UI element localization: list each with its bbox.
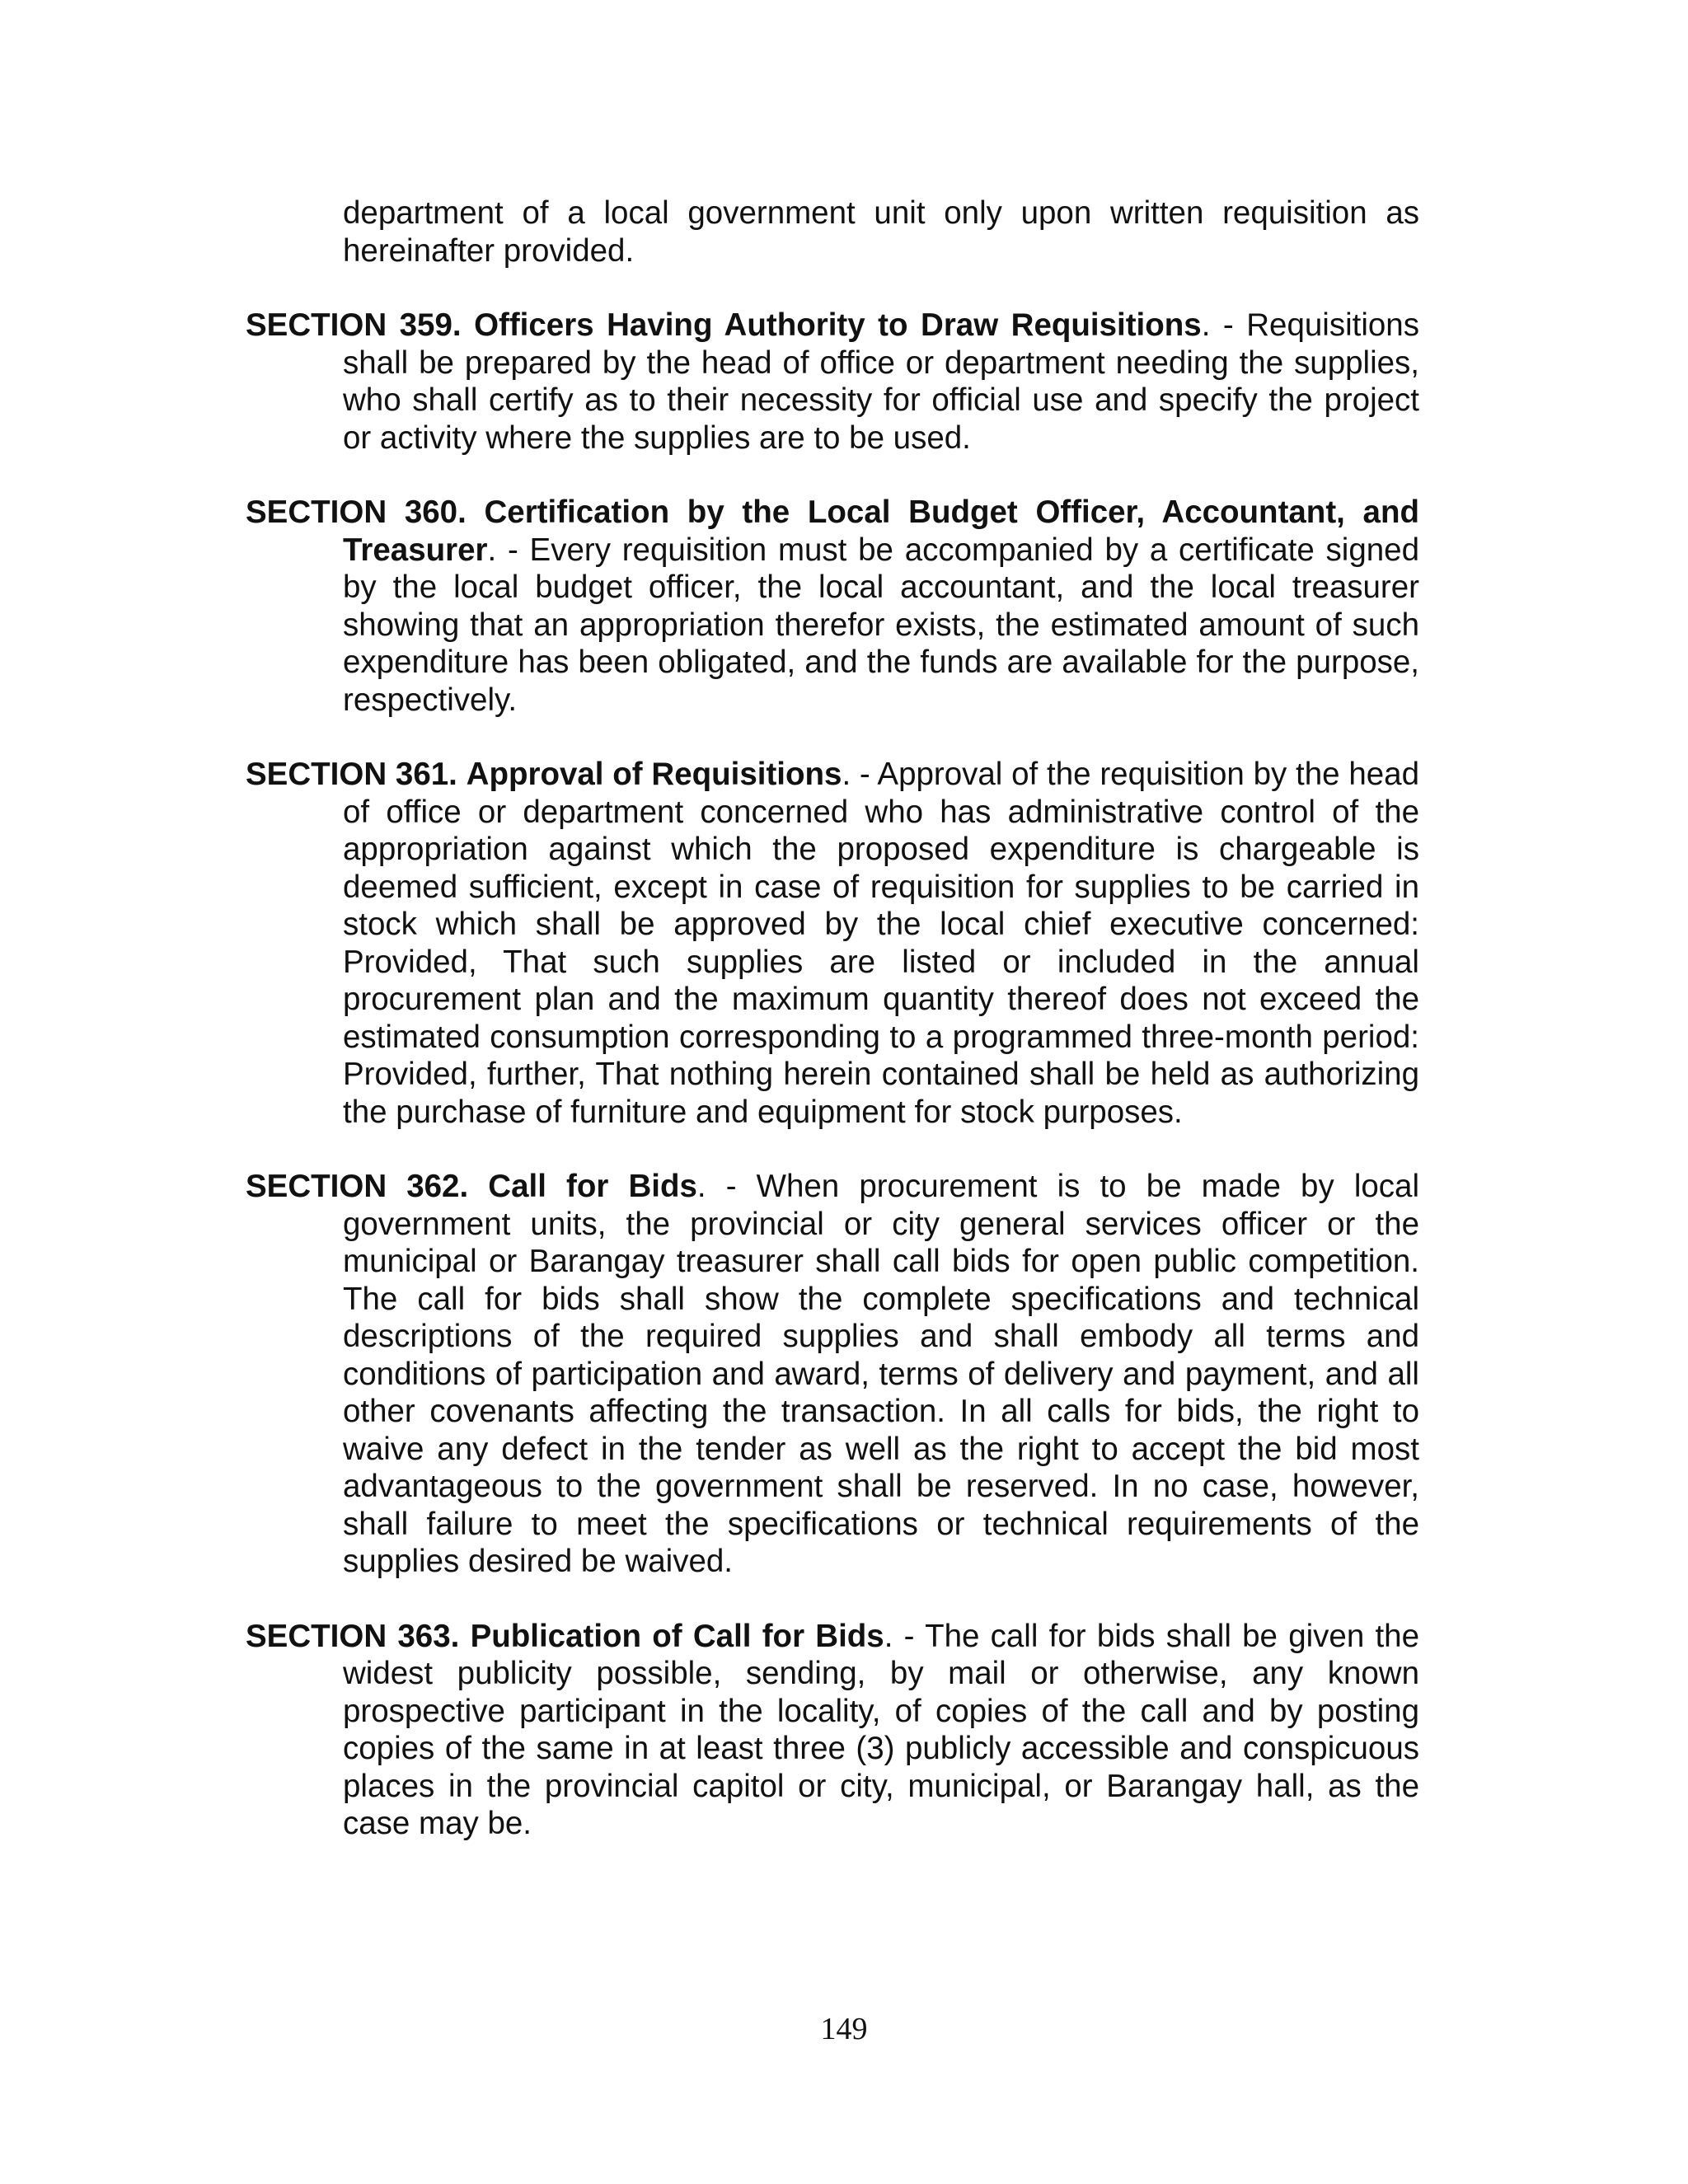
section-label: SECTION 359. xyxy=(246,307,462,343)
section-body: Approval of the requisition by the head of office or department concerned who has administrative control of the appropriation against which the proposed expenditure is chargeable is deemed sufficient, except in case of requisition for supplies to be carried in stock which shall be approved by the local chief executive concerned: Provided, That such supplies are listed or included in the annual procurement plan and the maximum quantity thereof does not exceed the estimated consumption corresponding to a programmed three-month period: Provided, further, That nothing herein contained shall be held as authorizing the purchase of furniture and equipment for stock purposes. xyxy=(343,757,1420,1130)
section-363 xyxy=(246,1618,1419,1843)
section-separator: . - xyxy=(884,1618,926,1654)
section-label: SECTION 362. xyxy=(246,1169,469,1204)
section-361 xyxy=(246,756,1419,1131)
section-title: Publication of Call for Bids xyxy=(470,1618,884,1654)
section-label: SECTION 363. xyxy=(246,1618,460,1654)
section-title: Call for Bids xyxy=(488,1169,697,1204)
section-title: Certification by the Local Budget Officer, Accountant, and Treasurer xyxy=(343,494,1419,568)
section-separator: . - xyxy=(487,532,530,568)
section-body: Requisitions shall be prepared by the head of office or department needing the supplies, who shall certify as to their necessity for official use and specify the project or activity where the supplies are to be used. xyxy=(343,307,1419,456)
section-359 xyxy=(246,307,1419,457)
continuation-paragraph: department of a local government unit only upon written requisition as hereinafter provided. xyxy=(343,195,1419,269)
section-title: Approval of Requisitions xyxy=(466,757,842,792)
section-separator: . - xyxy=(1201,307,1247,343)
section-title: Officers Having Authority to Draw Requisitions xyxy=(474,307,1202,343)
section-separator: . - xyxy=(696,1169,757,1204)
section-body: When procurement is to be made by local government units, the provincial or city general services officer or the municipal or Barangay treasurer shall call bids for open public competition. The call for bids shall show the complete specifications and technical descriptions of the required supplies and shall embody all terms and conditions of participation and award, terms of delivery and payment, and all other covenants affecting the transaction. In all calls for bids, the right to waive any defect in the tender as well as the right to accept the bid most advantageous to the government shall be reserved. In no case, however, shall failure to meet the specifications or technical requirements of the supplies desired be waived. xyxy=(343,1169,1419,1579)
section-label: SECTION 360. xyxy=(246,494,467,530)
page-number: 149 xyxy=(820,2012,868,2046)
page-content xyxy=(246,194,1419,1880)
section-label: SECTION 361. xyxy=(246,757,457,792)
section-360 xyxy=(246,494,1419,719)
section-body: The call for bids shall be given the widest publicity possible, sending, by mail or otherwise, any known prospective participant in the locality, of copies of the call and by posting copies of the same in at least three (3) publicly accessible and conspicuous places in the provincial capitol or city, municipal, or Barangay hall, as the case may be. xyxy=(343,1618,1420,1841)
section-separator: . - xyxy=(842,757,878,792)
section-362 xyxy=(246,1168,1419,1581)
section-body: Every requisition must be accompanied by a certificate signed by the local budget officer, the local accountant, and the local treasurer showing that an appropriation therefor exists, the estimated amount of such expenditure has been obligated, and the funds are available for the purpose, respectively. xyxy=(343,532,1419,718)
